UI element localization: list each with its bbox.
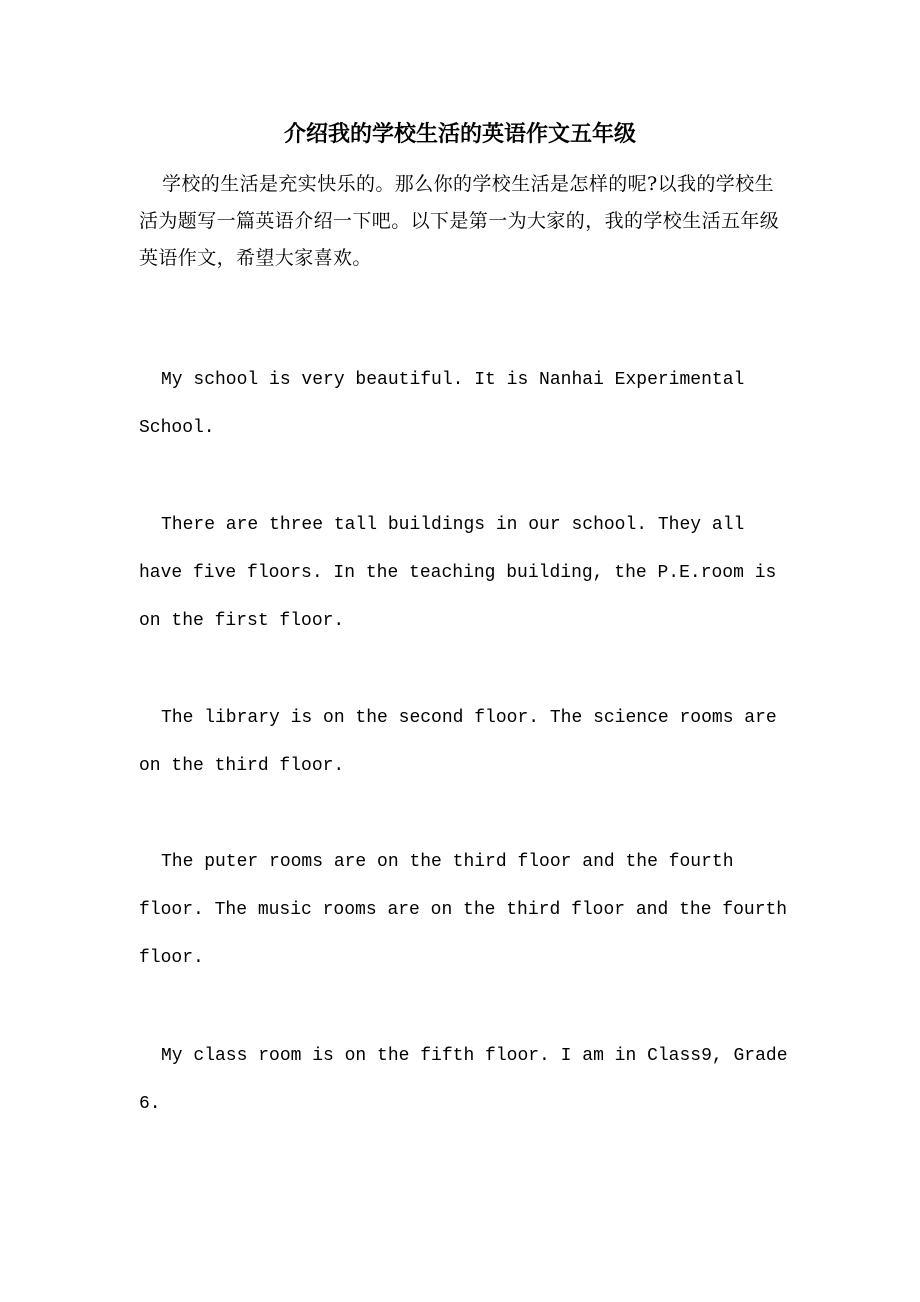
intro-paragraph: 学校的生活是充实快乐的。那么你的学校生活是怎样的呢?以我的学校生活为题写一篇英语介绍一下吧。以下是第一为大家的，我的学校生活五年级英语作文，希望大家喜欢。 xyxy=(139,173,780,269)
body-paragraph-3: The library is on the second floor. The science rooms are on the third floor. xyxy=(139,708,777,776)
body-paragraph-1: My school is very beautiful. It is Nanhai Experimental School. xyxy=(139,370,745,438)
body-paragraph-5: My class room is on the fifth floor. I am in Class9, Grade 6. xyxy=(139,1046,788,1114)
body-paragraph-2: There are three tall buildings in our school. They all have five floors. In the teaching building, the P.E.room is on the first floor. xyxy=(139,515,777,631)
document-title: 介绍我的学校生活的英语作文五年级 xyxy=(283,121,636,147)
body-paragraph-4: The puter rooms are on the third floor and the fourth floor. The music rooms are on the third floor and the fourth floor. xyxy=(139,852,788,968)
